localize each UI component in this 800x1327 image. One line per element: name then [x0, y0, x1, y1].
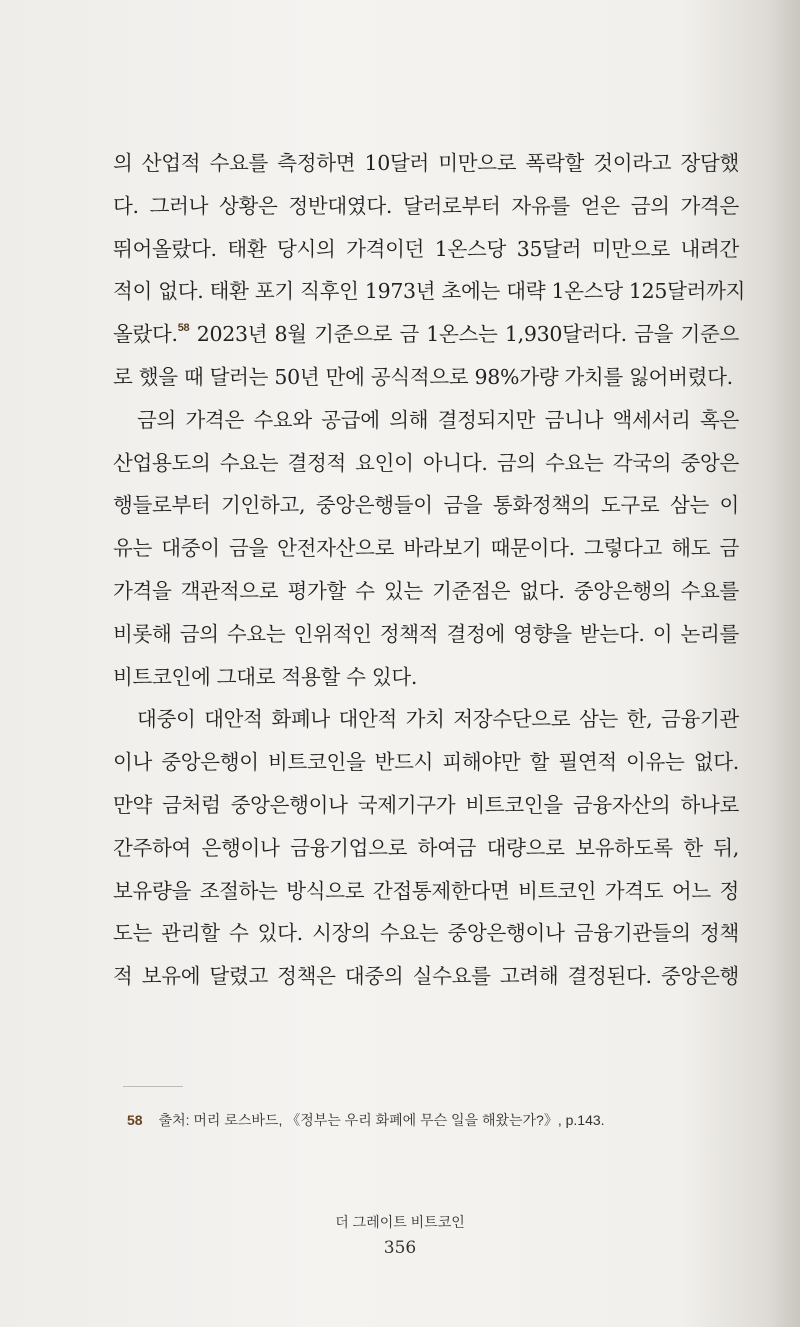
text-segment: 2023년 8월 기준으로 금 1온스는 1,930달러다. 금을 기준으	[196, 322, 739, 347]
footnote	[127, 1110, 605, 1130]
page-number: 356	[383, 1238, 417, 1258]
text-line: 금의 가격은 수요와 공급에 의해 결정되지만 금니나 액세서리 혹은	[137, 407, 739, 432]
text-line: 행들로부터 기인하고, 중앙은행들이 금을 통화정책의 도구로 삼는 이	[113, 493, 739, 518]
footnote-number: 58	[127, 1112, 143, 1128]
footnote-text: 출처: 머리 로스바드, 《정부는 우리 화폐에 무슨 일을 해왔는가?》, p.143.	[158, 1112, 605, 1128]
footnote-divider	[123, 1086, 183, 1087]
text-line: 산업용도의 수요는 결정적 요인이 아니다. 금의 수요는 각국의 중앙은	[113, 450, 739, 475]
text-line: 적 보유에 달렸고 정책은 대중의 실수요를 고려해 결정된다. 중앙은행	[113, 964, 739, 989]
text-line: 대중이 대안적 화폐나 대안적 가치 저장수단으로 삼는 한, 금융기관	[137, 707, 739, 732]
text-line: 적이 없다. 태환 포기 직후인 1973년 초에는 대략 1온스당 125달러까지	[113, 279, 746, 304]
text-line: 로 했을 때 달러는 50년 만에 공식적으로 98%가량 가치를 잃어버렸다.	[113, 364, 733, 389]
running-title: 더 그레이트 비트코인	[335, 1214, 465, 1230]
text-line: 뛰어올랐다. 태환 당시의 가격이던 1온스당 35달러 미만으로 내려간	[113, 236, 739, 261]
text-line: 이나 중앙은행이 비트코인을 반드시 피해야만 할 필연적 이유는 없다.	[113, 750, 739, 775]
footnote-reference[interactable]: 58	[177, 322, 190, 335]
text-segment: 올랐다.	[113, 322, 178, 347]
text-line: 보유량을 조절하는 방식으로 간접통제한다면 비트코인 가격도 어느 정	[113, 878, 739, 903]
body-text	[113, 142, 746, 998]
text-line: 비롯해 금의 수요는 인위적인 정책적 결정에 영향을 받는다. 이 논리를	[113, 621, 739, 646]
text-line: 도는 관리할 수 있다. 시장의 수요는 중앙은행이나 금융기관들의 정책	[113, 921, 739, 946]
text-line: 의 산업적 수요를 측정하면 10달러 미만으로 폭락할 것이라고 장담했	[113, 151, 739, 175]
text-line	[113, 313, 739, 356]
text-line: 비트코인에 그대로 적용할 수 있다.	[113, 664, 418, 689]
text-line: 유는 대중이 금을 안전자산으로 바라보기 때문이다. 그렇다고 해도 금	[113, 536, 739, 561]
text-line: 가격을 객관적으로 평가할 수 있는 기준점은 없다. 중앙은행의 수요를	[113, 578, 739, 603]
text-line: 만약 금처럼 중앙은행이나 국제기구가 비트코인을 금융자산의 하나로	[113, 792, 739, 817]
text-line: 다. 그러나 상황은 정반대였다. 달러로부터 자유를 얻은 금의 가격은	[113, 193, 739, 218]
text-line: 간주하여 은행이나 금융기업으로 하여금 대량으로 보유하도록 한 뒤,	[113, 835, 739, 860]
